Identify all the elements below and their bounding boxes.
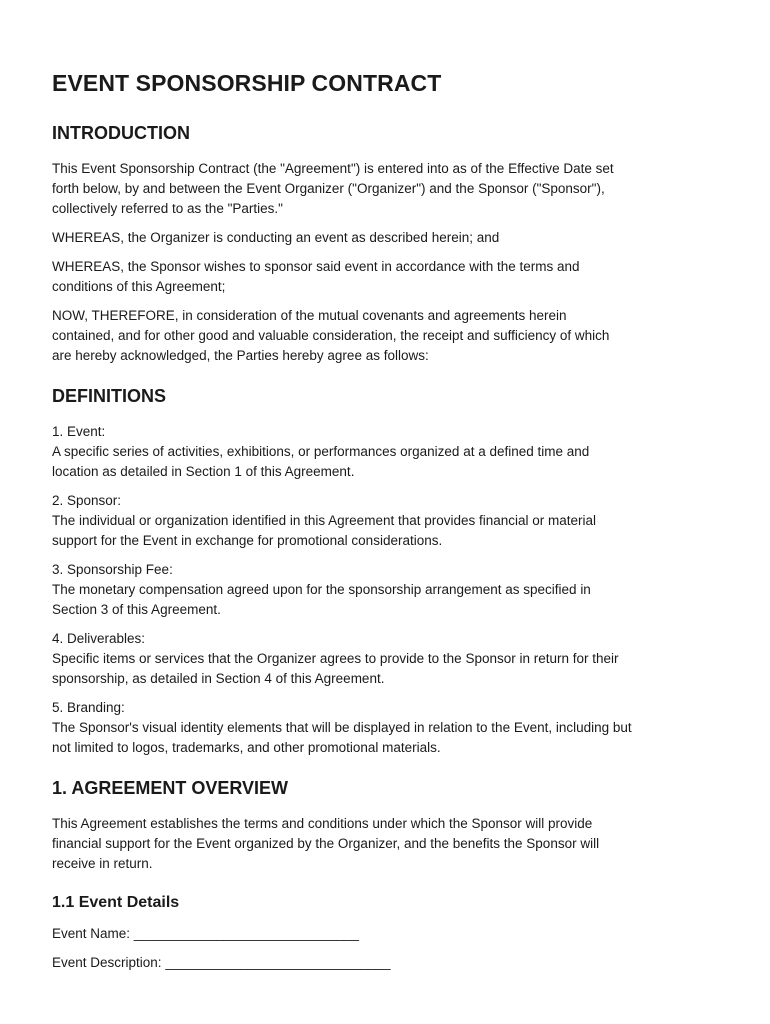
definition-text-line: sponsorship, as detailed in Section 4 of this Agreement.	[52, 671, 385, 686]
overview-paragraph	[52, 814, 720, 874]
definition-text-line: The individual or organization identified in this Agreement that provides financial or material	[52, 513, 597, 528]
document-title: EVENT SPONSORSHIP CONTRACT	[52, 70, 442, 96]
definition-item	[52, 698, 720, 758]
event-details-section	[52, 894, 720, 973]
definition-term: 3. Sponsorship Fee:	[52, 562, 173, 577]
definition-text-line: The Sponsor's visual identity elements that will be displayed in relation to the Event, including but	[52, 720, 632, 735]
overview-line-3: receive in return.	[52, 856, 153, 871]
agreement-overview-section	[52, 778, 720, 874]
intro-p4-line-2: contained, and for other good and valuable consideration, the receipt and sufficiency of which	[52, 328, 610, 343]
definition-text-line: Section 3 of this Agreement.	[52, 602, 221, 617]
definition-term: 2. Sponsor:	[52, 493, 122, 508]
overview-line-2: financial support for the Event organized by the Organizer, and the benefits the Sponsor will	[52, 836, 600, 851]
event-description-label: Event Description:	[52, 955, 166, 970]
definition-text-line: support for the Event in exchange for promotional considerations.	[52, 533, 443, 548]
definitions-section	[52, 386, 720, 758]
event-name-field[interactable]	[52, 924, 720, 944]
introduction-heading: INTRODUCTION	[52, 123, 190, 143]
definitions-heading: DEFINITIONS	[52, 386, 167, 406]
intro-paragraph-2	[52, 228, 720, 248]
definition-text-line: not limited to logos, trademarks, and other promotional materials.	[52, 740, 441, 755]
agreement-overview-heading: 1. AGREEMENT OVERVIEW	[52, 778, 289, 798]
intro-p3-line-1: WHEREAS, the Sponsor wishes to sponsor said event in accordance with the terms and	[52, 259, 580, 274]
definition-item	[52, 422, 720, 482]
intro-p3-line-2: conditions of this Agreement;	[52, 279, 226, 294]
event-details-heading: 1.1 Event Details	[52, 894, 180, 911]
definition-item	[52, 491, 720, 551]
intro-paragraph-4	[52, 306, 720, 366]
definition-term: 1. Event:	[52, 424, 106, 439]
overview-line-1: This Agreement establishes the terms and conditions under which the Sponsor will provide	[52, 816, 593, 831]
event-description-blank[interactable]: ______________________________	[165, 955, 391, 970]
event-description-field[interactable]	[52, 953, 720, 973]
intro-paragraph-3	[52, 257, 720, 297]
intro-p1-line-2: forth below, by and between the Event Organizer ("Organizer") and the Sponsor ("Sponsor"),	[52, 181, 605, 196]
definition-text-line: The monetary compensation agreed upon for the sponsorship arrangement as specified in	[52, 582, 591, 597]
definition-term: 5. Branding:	[52, 700, 125, 715]
definition-item	[52, 560, 720, 620]
event-name-label: Event Name:	[52, 926, 134, 941]
intro-p1-line-1: This Event Sponsorship Contract (the "Agreement") is entered into as of the Effective Date set	[52, 161, 614, 176]
intro-p1-line-3: collectively referred to as the "Parties."	[52, 201, 283, 216]
intro-p4-line-1: NOW, THEREFORE, in consideration of the mutual covenants and agreements herein	[52, 308, 567, 323]
introduction-section	[52, 123, 720, 366]
intro-paragraph-1	[52, 159, 720, 219]
definition-text-line: Specific items or services that the Organizer agrees to provide to the Sponsor in return for their	[52, 651, 619, 666]
intro-p2-line-1: WHEREAS, the Organizer is conducting an event as described herein; and	[52, 230, 500, 245]
event-name-blank[interactable]: ______________________________	[133, 926, 360, 941]
definition-item	[52, 629, 720, 689]
definition-text-line: A specific series of activities, exhibitions, or performances organized at a defined time and	[52, 444, 590, 459]
intro-p4-line-3: are hereby acknowledged, the Parties hereby agree as follows:	[52, 348, 429, 363]
definition-term: 4. Deliverables:	[52, 631, 146, 646]
definition-text-line: location as detailed in Section 1 of this Agreement.	[52, 464, 355, 479]
